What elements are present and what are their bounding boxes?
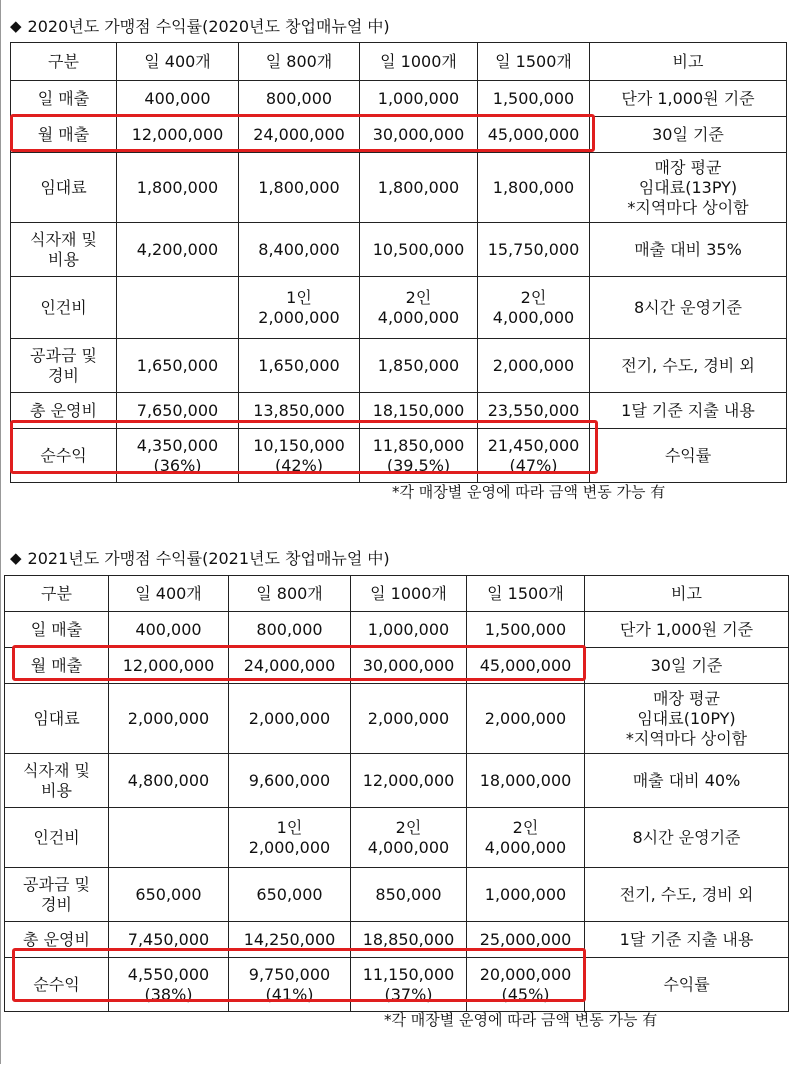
value-cell [239, 223, 360, 277]
value-cell [117, 339, 239, 393]
header-row [5, 576, 789, 612]
cell-line: 10,150,000 [253, 435, 345, 455]
row-label [11, 393, 117, 429]
note-cell [590, 277, 787, 339]
cell-line: 총 운영비 [23, 929, 90, 949]
cell-line: 2,000,000 [367, 708, 450, 728]
section-title-text: 2020년도 가맹점 수익률(2020년도 창업매뉴얼 中) [27, 17, 390, 36]
cell-line: 1,000,000 [377, 88, 460, 108]
cell-line: 21,450,000 [487, 435, 580, 455]
cell-line: 총 운영비 [30, 400, 97, 420]
value-cell [109, 648, 229, 684]
row-label [5, 922, 109, 958]
header-cell: 일 400개 [109, 576, 229, 612]
cell-line: 순수익 [33, 974, 80, 994]
value-cell [360, 429, 478, 483]
note-cell [585, 958, 789, 1012]
note-cell [585, 612, 789, 648]
header-cell: 일 1000개 [351, 576, 467, 612]
cell-line: 2,000,000 [248, 708, 331, 728]
cell-line: (39.5%) [386, 455, 451, 475]
header-cell: 구분 [11, 43, 117, 81]
note-cell [590, 153, 787, 223]
cell-line: 11,850,000 [372, 435, 465, 455]
value-cell [467, 958, 585, 1012]
row-label [5, 754, 109, 808]
table-row [5, 754, 789, 808]
cell-line: 1,000,000 [484, 884, 567, 904]
note-cell [590, 81, 787, 117]
table-row [11, 429, 787, 483]
cell-line: 400,000 [135, 619, 202, 639]
note-cell [590, 117, 787, 153]
cell-line: 식자재 및 [30, 229, 97, 249]
cell-line: 전기, 수도, 경비 외 [621, 355, 755, 375]
value-cell [239, 117, 360, 153]
note-cell [590, 223, 787, 277]
value-cell [351, 684, 467, 754]
row-label [5, 648, 109, 684]
cell-line: *지역마다 상이함 [627, 197, 749, 217]
cell-line: 2,000,000 [127, 708, 210, 728]
cell-line: (41%) [265, 984, 314, 1004]
table-row [5, 684, 789, 754]
cell-line: 650,000 [135, 884, 202, 904]
note-cell [585, 922, 789, 958]
cell-line: 인건비 [33, 827, 80, 847]
cell-line: 14,250,000 [243, 929, 336, 949]
cell-line: (38%) [144, 984, 193, 1004]
value-cell [478, 223, 590, 277]
row-label [5, 684, 109, 754]
cell-line: 전기, 수도, 경비 외 [619, 884, 754, 904]
cell-line: 2,000,000 [258, 307, 340, 327]
cell-line: 매장 평균 [653, 688, 720, 708]
cell-line: 30일 기준 [650, 655, 723, 675]
cell-line: 12,000,000 [131, 124, 224, 144]
note-cell [590, 339, 787, 393]
cell-line: 25,000,000 [479, 929, 572, 949]
cell-line: 4,000,000 [367, 837, 450, 857]
diamond-bullet-icon: ◆ [10, 16, 22, 35]
cell-line: 2,000,000 [484, 708, 567, 728]
diamond-bullet-icon: ◆ [10, 548, 22, 567]
row-label [11, 223, 117, 277]
cell-line: 1,650,000 [136, 355, 219, 375]
cell-line: 2인 [512, 817, 539, 837]
cell-line: 1,800,000 [492, 177, 575, 197]
value-cell [467, 754, 585, 808]
cell-line: 1,500,000 [484, 619, 567, 639]
cell-line: 8시간 운영기준 [632, 827, 741, 847]
row-label [11, 277, 117, 339]
note-cell [590, 393, 787, 429]
cell-line: 식자재 및 [23, 760, 90, 780]
header-cell: 구분 [5, 576, 109, 612]
value-cell [109, 808, 229, 868]
cell-line: 1,800,000 [258, 177, 340, 197]
cell-line: 4,800,000 [127, 770, 210, 790]
cell-line: 2,000,000 [492, 355, 575, 375]
row-label [5, 958, 109, 1012]
value-cell [467, 868, 585, 922]
table-row [5, 868, 789, 922]
cell-line: (45%) [501, 984, 550, 1004]
cell-line: (36%) [153, 455, 202, 475]
cell-line: 400,000 [144, 88, 211, 108]
cell-line: 일 매출 [37, 88, 90, 108]
value-cell [478, 117, 590, 153]
value-cell [117, 223, 239, 277]
value-cell [360, 277, 478, 339]
cell-line: 45,000,000 [487, 124, 580, 144]
cell-line: 1달 기준 지출 내용 [619, 929, 754, 949]
header-cell: 일 1500개 [467, 576, 585, 612]
value-cell [360, 223, 478, 277]
note-cell [590, 429, 787, 483]
value-cell [239, 339, 360, 393]
cell-line: 18,850,000 [362, 929, 455, 949]
value-cell [117, 277, 239, 339]
footnote-2020: *각 매장별 운영에 따라 금액 변동 가능 有 [392, 483, 666, 501]
value-cell [478, 81, 590, 117]
note-cell [585, 808, 789, 868]
value-cell [239, 153, 360, 223]
cell-line: 공과금 및 [23, 874, 90, 894]
cell-line: 24,000,000 [253, 124, 345, 144]
footnote-2021: *각 매장별 운영에 따라 금액 변동 가능 有 [384, 1011, 658, 1029]
value-cell [229, 808, 351, 868]
cell-line: 30,000,000 [362, 655, 455, 675]
cell-line: 매장 평균 [654, 157, 722, 177]
cell-line: 수익률 [663, 974, 710, 994]
cell-line: 4,200,000 [136, 239, 219, 259]
value-cell [360, 81, 478, 117]
cell-line: 단가 1,000원 기준 [619, 619, 754, 639]
cell-line: 단가 1,000원 기준 [621, 88, 755, 108]
cell-line: 순수익 [40, 445, 87, 465]
table-row [5, 612, 789, 648]
cell-line: 2,000,000 [248, 837, 331, 857]
row-label [11, 339, 117, 393]
cell-line: 1,000,000 [367, 619, 450, 639]
value-cell [478, 393, 590, 429]
cell-line: 30,000,000 [372, 124, 465, 144]
cell-line: 4,350,000 [136, 435, 219, 455]
value-cell [360, 117, 478, 153]
cell-line: 9,600,000 [248, 770, 331, 790]
cell-line: 임대료(13PY) [638, 177, 738, 197]
value-cell [351, 754, 467, 808]
table-row [11, 81, 787, 117]
cell-line: 12,000,000 [122, 655, 215, 675]
revenue-table-2021 [4, 575, 789, 1012]
cell-line: 2인 [520, 287, 547, 307]
value-cell [467, 684, 585, 754]
cell-line: 1,650,000 [258, 355, 340, 375]
cell-line: 800,000 [265, 88, 333, 108]
header-cell: 일 1500개 [478, 43, 590, 81]
value-cell [239, 277, 360, 339]
cell-line: 인건비 [40, 297, 87, 317]
cell-line: 월 매출 [30, 655, 83, 675]
cell-line: 800,000 [256, 619, 323, 639]
cell-line: 1,800,000 [377, 177, 460, 197]
row-label [11, 81, 117, 117]
table-row [11, 393, 787, 429]
cell-line: 4,000,000 [492, 307, 575, 327]
cell-line: 1인 [276, 817, 303, 837]
cell-line: 2인 [405, 287, 432, 307]
cell-line: 9,750,000 [248, 964, 331, 984]
cell-line: 23,550,000 [487, 400, 580, 420]
note-cell [585, 868, 789, 922]
note-cell [585, 684, 789, 754]
cell-line: 18,150,000 [372, 400, 465, 420]
header-cell: 일 800개 [229, 576, 351, 612]
header-cell: 일 800개 [239, 43, 360, 81]
table-row [11, 153, 787, 223]
table-row [11, 339, 787, 393]
cell-line: 비용 [48, 249, 79, 269]
table-row [11, 223, 787, 277]
cell-line: 24,000,000 [243, 655, 336, 675]
value-cell [229, 754, 351, 808]
cell-line: 10,500,000 [372, 239, 465, 259]
cell-line: 1,850,000 [377, 355, 460, 375]
cell-line: 임대료 [40, 177, 87, 197]
section-title-2020 [10, 14, 390, 37]
row-label [11, 117, 117, 153]
cell-line: 1,500,000 [492, 88, 575, 108]
value-cell [109, 922, 229, 958]
row-label [11, 429, 117, 483]
cell-line: 8시간 운영기준 [633, 297, 742, 317]
cell-line: 공과금 및 [30, 345, 97, 365]
cell-line: 8,400,000 [258, 239, 340, 259]
value-cell [478, 339, 590, 393]
value-cell [109, 612, 229, 648]
cell-line: (37%) [384, 984, 433, 1004]
cell-line: 2인 [395, 817, 422, 837]
value-cell [478, 153, 590, 223]
cell-line: 18,000,000 [479, 770, 572, 790]
value-cell [229, 684, 351, 754]
cell-line: 경비 [41, 894, 72, 914]
value-cell [467, 612, 585, 648]
cell-line: 1달 기준 지출 내용 [621, 400, 755, 420]
header-cell: 일 1000개 [360, 43, 478, 81]
value-cell [351, 958, 467, 1012]
cell-line: 12,000,000 [362, 770, 455, 790]
value-cell [467, 922, 585, 958]
value-cell [117, 393, 239, 429]
header-cell: 일 400개 [117, 43, 239, 81]
cell-line: 경비 [48, 365, 79, 385]
cell-line: (42%) [274, 455, 324, 475]
header-cell: 비고 [590, 43, 787, 81]
revenue-table-2020 [10, 42, 787, 483]
value-cell [117, 153, 239, 223]
value-cell [229, 958, 351, 1012]
row-label [11, 153, 117, 223]
value-cell [360, 339, 478, 393]
cell-line: 4,550,000 [127, 964, 210, 984]
value-cell [117, 429, 239, 483]
value-cell [467, 808, 585, 868]
value-cell [360, 153, 478, 223]
value-cell [229, 612, 351, 648]
cell-line: 45,000,000 [479, 655, 572, 675]
cell-line: 비용 [41, 780, 72, 800]
cell-line: 1인 [286, 287, 312, 307]
value-cell [351, 612, 467, 648]
value-cell [239, 81, 360, 117]
cell-line: 7,450,000 [127, 929, 210, 949]
cell-line: 매출 대비 35% [634, 239, 742, 259]
value-cell [478, 429, 590, 483]
header-cell: 비고 [585, 576, 789, 612]
cell-line: 20,000,000 [479, 964, 572, 984]
value-cell [239, 393, 360, 429]
value-cell [239, 429, 360, 483]
value-cell [351, 868, 467, 922]
value-cell [478, 277, 590, 339]
value-cell [360, 393, 478, 429]
table-row [5, 922, 789, 958]
value-cell [109, 754, 229, 808]
cell-line: 7,650,000 [136, 400, 219, 420]
value-cell [467, 648, 585, 684]
cell-line: 매출 대비 40% [632, 770, 741, 790]
value-cell [117, 81, 239, 117]
row-label [5, 868, 109, 922]
cell-line: 4,000,000 [484, 837, 567, 857]
section-title-2021 [10, 546, 390, 569]
cell-line: 수익률 [664, 445, 712, 465]
value-cell [229, 922, 351, 958]
table-row [5, 648, 789, 684]
cell-line: *지역마다 상이함 [625, 728, 748, 748]
cell-line: 850,000 [375, 884, 442, 904]
header-row [11, 43, 787, 81]
row-label [5, 808, 109, 868]
value-cell [351, 922, 467, 958]
table-row [11, 277, 787, 339]
value-cell [109, 958, 229, 1012]
cell-line: 30일 기준 [652, 124, 724, 144]
note-cell [585, 754, 789, 808]
cell-line: 13,850,000 [253, 400, 345, 420]
section-title-text: 2021년도 가맹점 수익률(2021년도 창업매뉴얼 中) [27, 549, 390, 568]
value-cell [351, 808, 467, 868]
value-cell [351, 648, 467, 684]
value-cell [229, 648, 351, 684]
cell-line: 15,750,000 [487, 239, 580, 259]
value-cell [117, 117, 239, 153]
cell-line: 650,000 [256, 884, 323, 904]
note-cell [585, 648, 789, 684]
table-row [5, 958, 789, 1012]
table-row [5, 808, 789, 868]
cell-line: 임대료(10PY) [637, 708, 736, 728]
cell-line: (47%) [509, 455, 558, 475]
cell-line: 11,150,000 [362, 964, 455, 984]
cell-line: 일 매출 [30, 619, 83, 639]
table-row [11, 117, 787, 153]
row-label [5, 612, 109, 648]
cell-line: 월 매출 [37, 124, 90, 144]
value-cell [109, 868, 229, 922]
value-cell [229, 868, 351, 922]
cell-line: 4,000,000 [377, 307, 460, 327]
value-cell [109, 684, 229, 754]
cell-line: 임대료 [33, 708, 80, 728]
cell-line: 1,800,000 [136, 177, 219, 197]
